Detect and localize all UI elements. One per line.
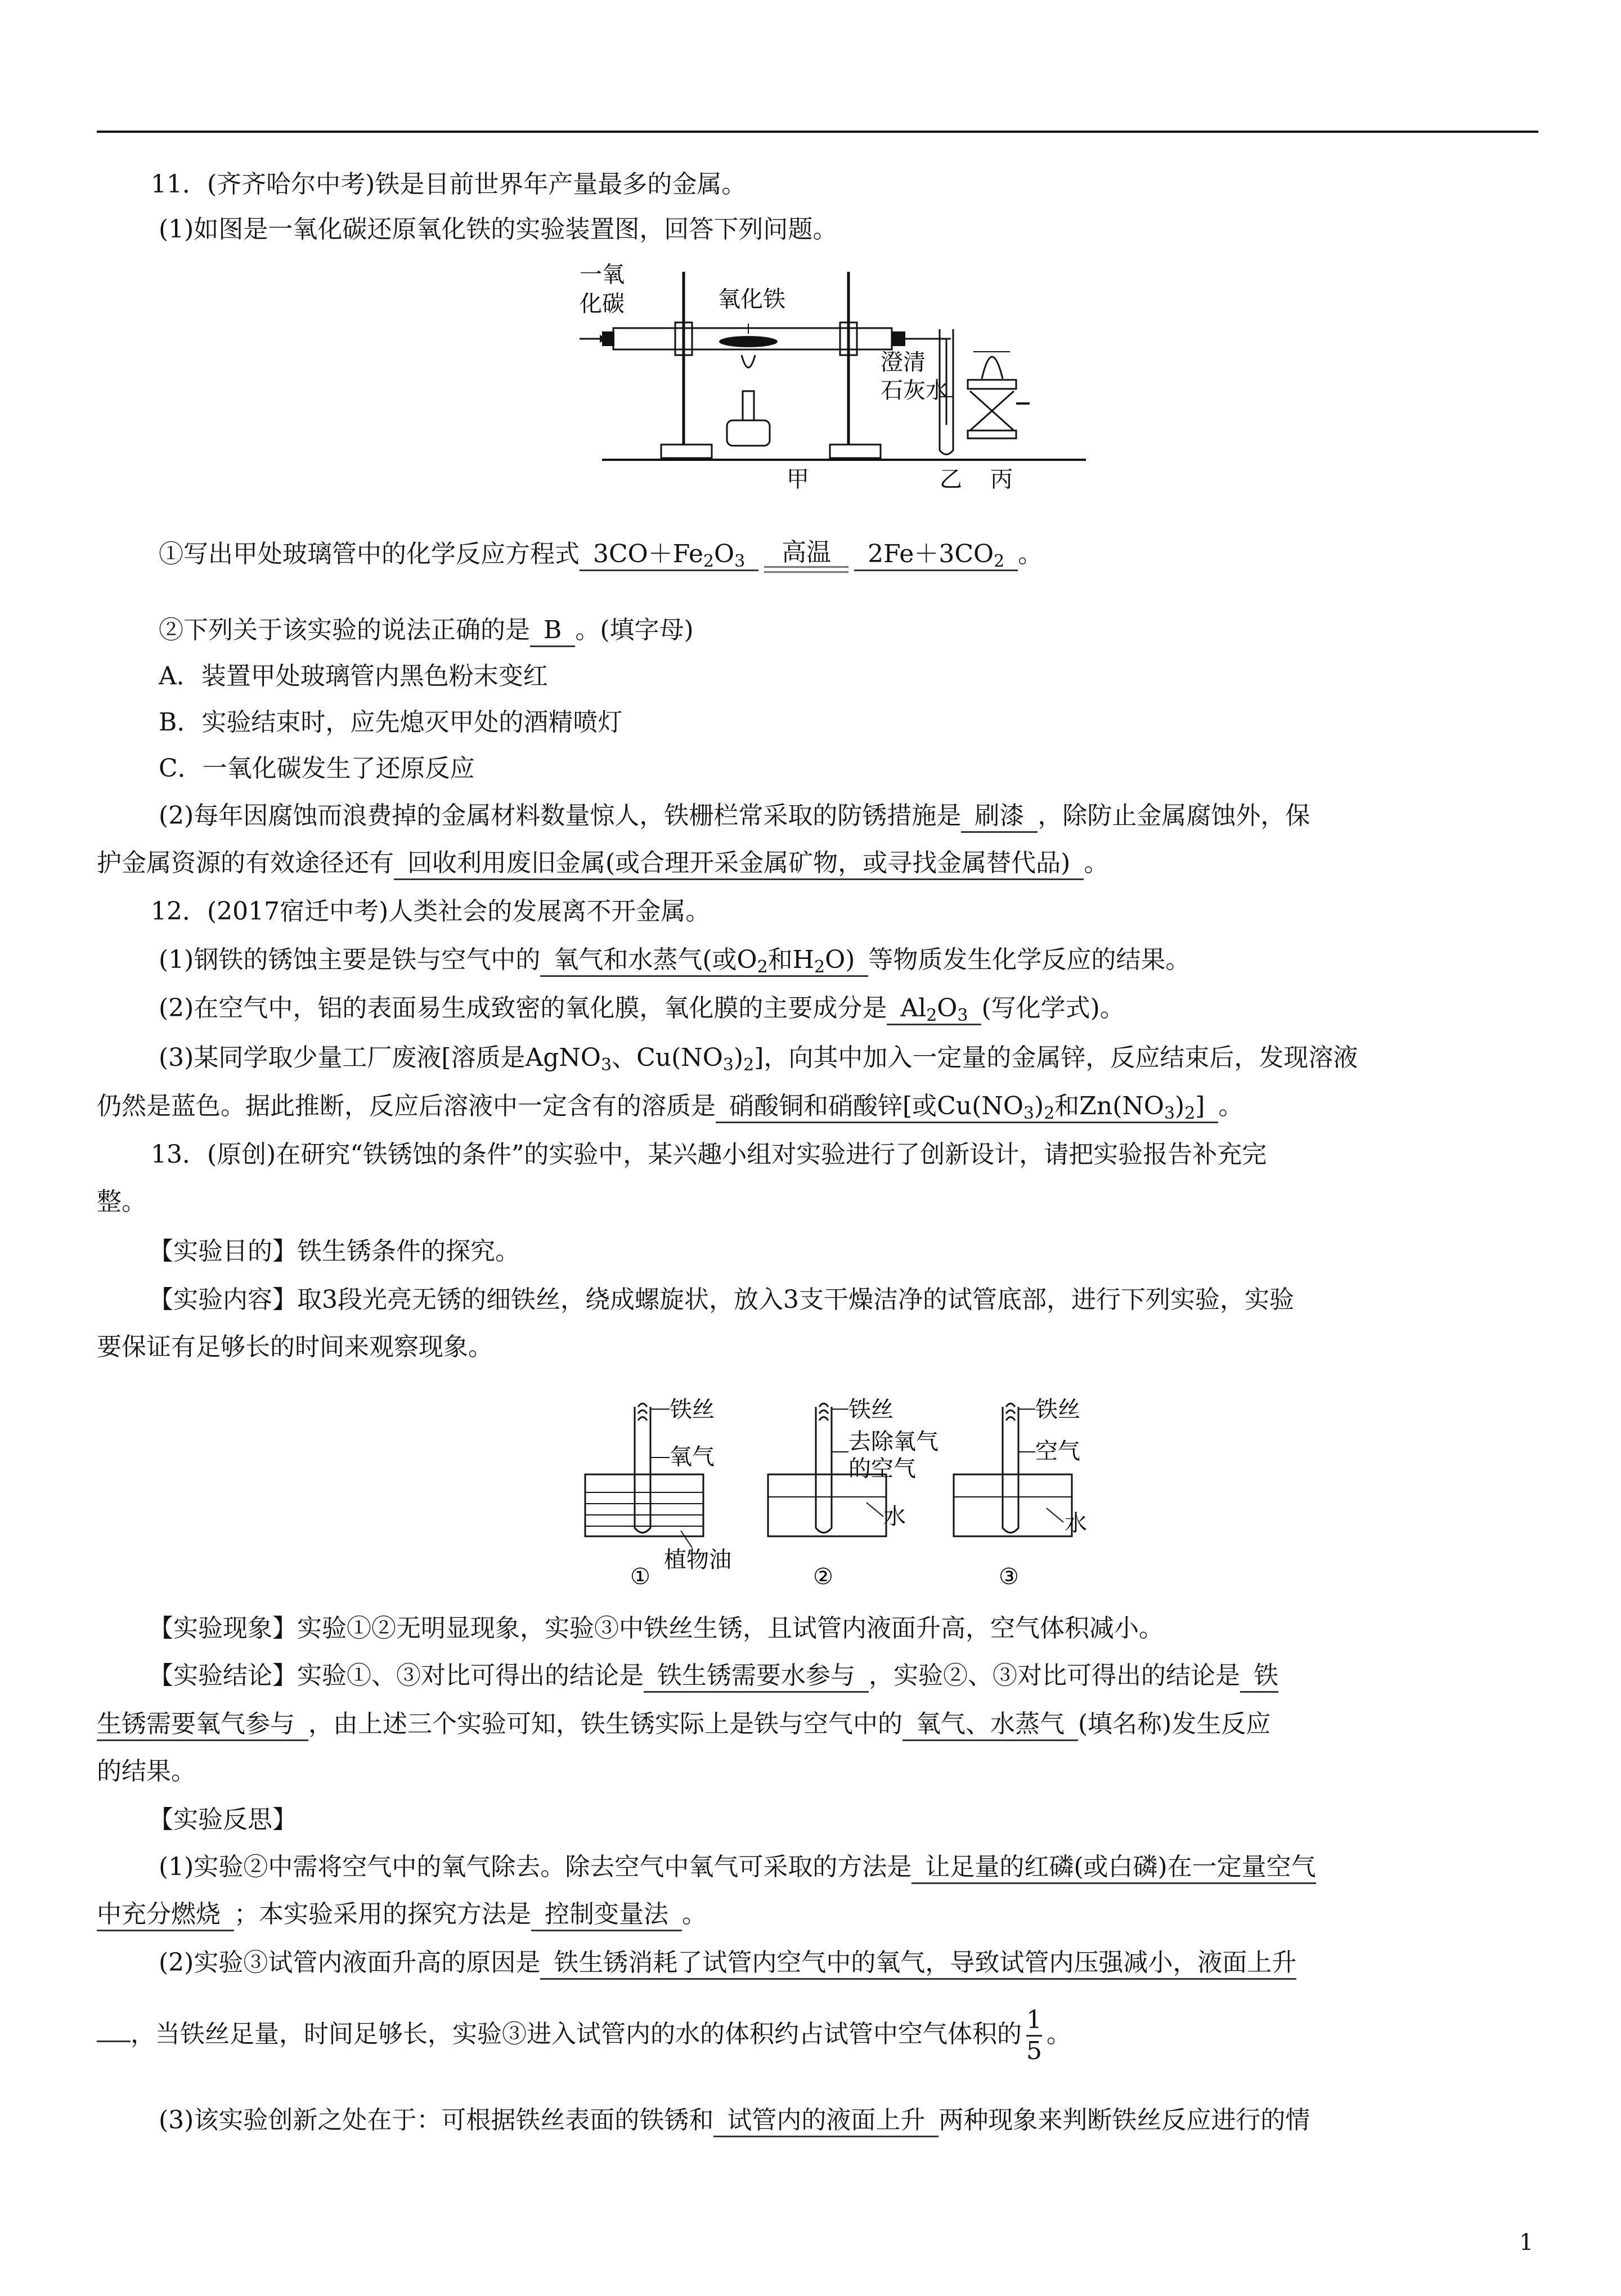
setup1-wire-label: 铁丝 (670, 1397, 715, 1423)
q13-content-line2: 要保证有足够长的时间来观察现象。 (97, 1333, 493, 1361)
q13-conclusion-answer1: 铁生锈需要水参与 (644, 1661, 869, 1693)
q13-conclusion-line3: 的结果。 (97, 1757, 196, 1786)
q12-part3: (3)某同学取少量工厂废液[溶质是AgNO$_3$、$Cu(NO_3)_2$]，向其中加入一定量的金属锌，反应结束后，发现溶液 (159, 1043, 1358, 1075)
co-label-l1: 一氧 (580, 262, 625, 288)
limewater-label-l2: 石灰水 (881, 378, 948, 403)
q11-sub1-answer-lhs: $3CO+Fe_2O_3$ (580, 539, 758, 571)
q13-title-line2: 整。 (97, 1187, 146, 1216)
q12-part1-answer: 氧气和水蒸气(或$O_2$和$H_2O$) (540, 945, 868, 977)
q11-option-a: A．装置甲处玻璃管内黑色粉末变红 (159, 662, 548, 690)
setup2-air-label-l1: 去除氧气 (848, 1429, 939, 1455)
q13-conclusion-line2: 生锈需要氧气参与 ，由上述三个实验可知，铁生锈实际上是铁与空气中的 氧气、水蒸气 (填名称)发生反应 (97, 1707, 1270, 1741)
q13-reflection-1-answer2: 控制变量法 (531, 1899, 682, 1931)
q13-content: 【实验内容】取3段光亮无锈的细铁丝，绕成螺旋状，放入3支干燥洁净的试管底部，进行下列实验，实验 (149, 1285, 1294, 1314)
q11-sub1-answer-rhs: $2Fe+3CO_2$ (854, 539, 1018, 571)
q13-reflection-1-answer1-end: 中充分燃烧 (97, 1899, 234, 1931)
q13-reflection-3: (3)该实验创新之处在于：可根据铁丝表面的铁锈和 试管内的液面上升 两种现象来判断铁丝反应进行的情 (159, 2104, 1310, 2137)
label-bing: 丙 (990, 467, 1013, 492)
label-yi: 乙 (940, 467, 962, 492)
q11-part2-answer1: 刷漆 (961, 801, 1038, 833)
reaction-condition: 高温 (764, 539, 848, 573)
setup2-wire-label: 铁丝 (848, 1397, 893, 1423)
q11-sub2-answer: B (530, 615, 575, 647)
setup3-wire-label: 铁丝 (1035, 1397, 1080, 1423)
q11-option-b: B．实验结束时，应先熄灭甲处的酒精喷灯 (159, 708, 623, 737)
q13-reflection-3-answer: 试管内的液面上升 (713, 2105, 939, 2137)
co-label-l2: 化碳 (580, 291, 625, 317)
q11-title: 11．(齐齐哈尔中考)铁是目前世界年产量最多的金属。 (151, 170, 747, 199)
q11-part2-answer2: 回收利用废旧金属(或合理开采金属矿物，或寻找金属替代品) (394, 848, 1084, 880)
q12-part2: (2)在空气中，铝的表面易生成致密的氧化膜，氧化膜的主要成分是 $Al_2O_3$ (写化学式)。 (159, 994, 1125, 1025)
q13-reflection-1: (1)实验②中需将空气中的氧气除去。除去空气中氧气可采取的方法是 让足量的红磷(或白磷)在一定量空气 (159, 1850, 1316, 1884)
limewater-label-l1: 澄清 (881, 349, 926, 375)
q13-conclusion-answer2-start: 铁 (1240, 1661, 1278, 1693)
header-rule (97, 131, 1538, 133)
q12-part1: (1)钢铁的锈蚀主要是铁与空气中的 氧气和水蒸气(或$O_2$和$H_2O$) 等物质发生化学反应的结果。 (159, 945, 1191, 977)
q12-part2-answer: $Al_2O_3$ (887, 993, 981, 1025)
q11-sub1-prompt: ①写出甲处玻璃管中的化学反应方程式 (159, 540, 580, 568)
q13-phenomenon: 【实验现象】实验①②无明显现象，实验③中铁丝生锈，且试管内液面升高，空气体积减小。 (149, 1614, 1164, 1643)
rust-experiment-figure (580, 1396, 1120, 1587)
q11-part1: (1)如图是一氧化碳还原氧化铁的实验装置图，回答下列问题。 (159, 215, 838, 244)
setup3-water-label: 水 (1065, 1510, 1087, 1536)
q13-purpose: 【实验目的】铁生锈条件的探究。 (149, 1237, 520, 1266)
q12-part3-line2: 仍然是蓝色。据此推断，反应后溶液中一定含有的溶质是 硝酸铜和硝酸锌[或$Cu(NO_3)_2$和$Zn(NO_3)_2$] 。 (97, 1092, 1243, 1123)
setup2-water-label: 水 (883, 1504, 906, 1530)
q13-conclusion-answer3: 氧气、水蒸气 (902, 1709, 1078, 1741)
q13-reflection-2-line2: ，当铁丝足量，时间足够长，实验③进入试管内的水的体积约占试管中空气体积的 $\frac{1}{5}$ 。 (97, 2003, 1071, 2066)
q12-part3-answer: 硝酸铜和硝酸锌[或$Cu(NO_3)_2$和$Zn(NO_3)_2$] (716, 1091, 1218, 1123)
setup1-oil-label: 植物油 (664, 1547, 731, 1573)
fe2o3-label: 氧化铁 (718, 286, 785, 312)
setup3-air-label: 空气 (1035, 1438, 1080, 1464)
page-number: 1 (1519, 2230, 1534, 2255)
fraction-one-fifth: $\frac{1}{5}$ (1026, 2006, 1042, 2065)
setup2-air-label-l2: 的空气 (848, 1456, 916, 1482)
q13-reflection-1-line2: 中充分燃烧 ；本实验采用的探究方法是 控制变量法 。 (97, 1898, 707, 1931)
q13-reflection-1-answer1-start: 让足量的红磷(或白磷)在一定量空气 (911, 1852, 1315, 1884)
q11-part2-line2: 护金属资源的有效途径还有 回收利用废旧金属(或合理开采金属矿物，或寻找金属替代品) 。 (97, 846, 1108, 880)
setup1-oxygen-label: 氧气 (670, 1444, 715, 1470)
q13-reflection-2: (2)实验③试管内液面升高的原因是 铁生锈消耗了试管内空气中的氧气，导致试管内压强减小，液面上升 (159, 1946, 1296, 1980)
q11-sub1: ①写出甲处玻璃管中的化学反应方程式 $3CO+Fe_2O_3$ 高温 $2Fe+3CO_2$ 。 (159, 537, 1043, 573)
q11-sub2: ②下列关于该实验的说法正确的是 B 。(填字母) (159, 613, 694, 647)
q13-reflection-2-answer: 铁生锈消耗了试管内空气中的氧气，导致试管内压强减小，液面上升 (540, 1948, 1296, 1980)
setup3-number: ③ (999, 1564, 1019, 1587)
co-reduction-apparatus-figure (580, 256, 1103, 504)
q11-option-c: C．一氧化碳发生了还原反应 (159, 754, 475, 783)
q11-part2: (2)每年因腐蚀而浪费掉的金属材料数量惊人，铁栅栏常采取的防锈措施是 刷漆 ，除防止金属腐蚀外，保 (159, 799, 1310, 833)
q13-reflection-heading: 【实验反思】 (149, 1805, 297, 1834)
q12-title: 12．(2017宿迁中考)人类社会的发展离不开金属。 (151, 897, 711, 926)
q13-conclusion: 【实验结论】实验①、③对比可得出的结论是 铁生锈需要水参与 ，实验②、③对比可得出的结论是 铁 (149, 1659, 1278, 1693)
setup2-number: ② (813, 1564, 833, 1587)
label-jia: 甲 (787, 467, 809, 492)
q13-title: 13．(原创)在研究“铁锈蚀的条件”的实验中，某兴趣小组对实验进行了创新设计，请把实验报告补充完 (151, 1140, 1267, 1169)
q13-conclusion-answer2-end: 生锈需要氧气参与 (97, 1709, 308, 1741)
setup1-number: ① (630, 1564, 650, 1587)
